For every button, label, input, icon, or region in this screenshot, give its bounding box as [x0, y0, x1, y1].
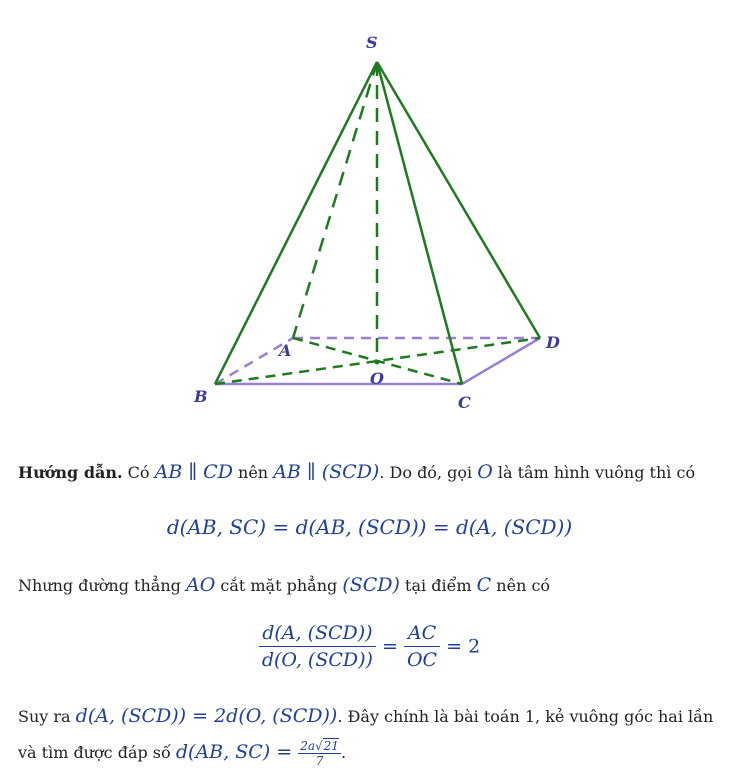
label-c: C: [458, 393, 471, 412]
guide-label: Hướng dẫn.: [18, 463, 123, 482]
equation-distance: d(AB, SC) = d(AB, (SCD)) = d(A, (SCD)): [166, 515, 573, 539]
edge-sc: [377, 62, 462, 384]
paragraph-intersection: Nhưng đường thẳng AO cắt mặt phẳng (SCD) tại điểm C nên có: [18, 574, 551, 596]
fraction-segments: $\frac{AC}{OC}$: [404, 622, 440, 671]
fraction-distances: $\frac{\text{d(A, (SCD))}}{\text{d(O, (SCD))}}$: [259, 622, 376, 671]
label-a: A: [279, 341, 292, 360]
paragraph-answer: và tìm được đáp số d(AB, SC) = $\frac{2a√21}{7}$ .: [18, 739, 347, 768]
answer-fraction: $\frac{2a√21}{7}$: [300, 739, 339, 768]
edge-sb: [215, 62, 377, 384]
paragraph-conclusion: Suy ra d(A, (SCD)) = 2d(O, (SCD)). Đây chính là bài toán 1, kẻ vuông góc hai lần: [18, 705, 714, 727]
point-o: [375, 360, 380, 365]
equation-ratio: $\frac{\text{d(A, (SCD))}}{\text{d(O, (SCD))}}$ = $\frac{AC}{OC}$ = 2: [0, 622, 739, 671]
edge-sd: [377, 62, 540, 338]
edge-cd: [462, 338, 540, 384]
label-o: O: [370, 369, 384, 388]
paragraph-guide: Hướng dẫn. Có AB ∥ CD nên AB ∥ (SCD). Do đó, gọi O là tâm hình vuông thì có: [18, 461, 696, 483]
label-d: D: [546, 333, 560, 352]
label-s: S: [366, 33, 378, 52]
edge-sa-hidden: [293, 62, 377, 338]
label-b: B: [194, 387, 208, 406]
